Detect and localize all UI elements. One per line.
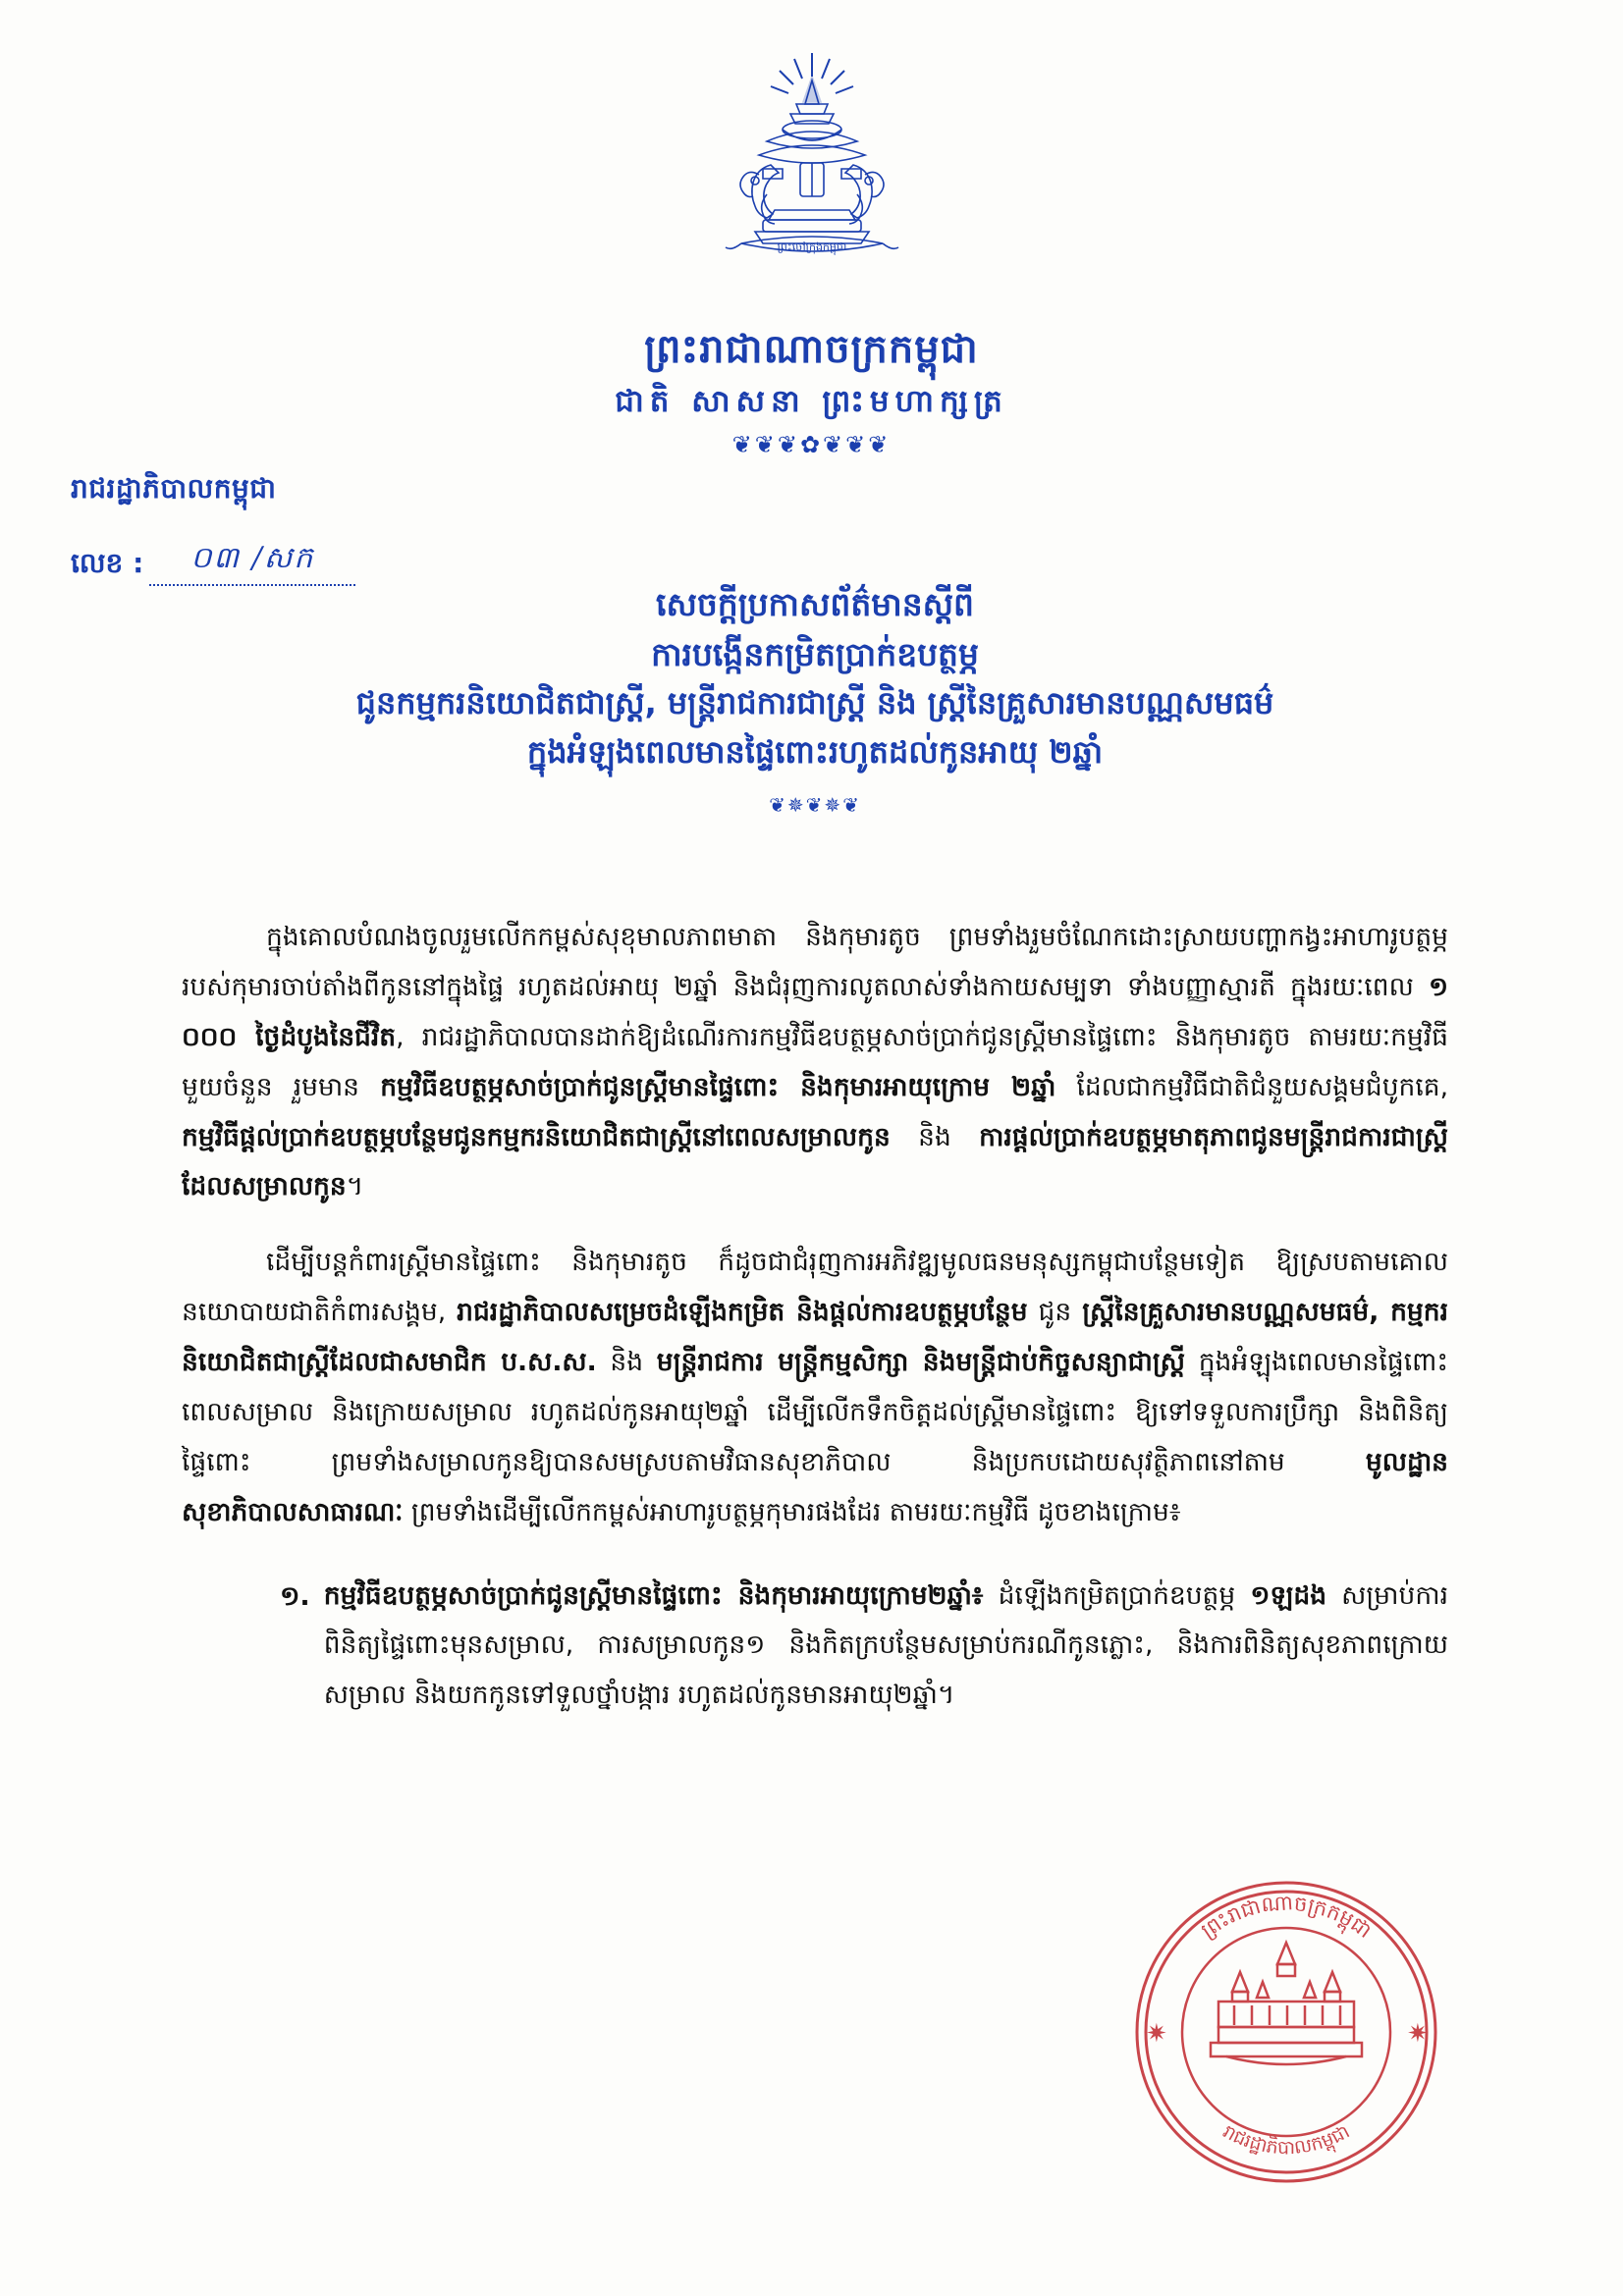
list-item-text	[324, 1572, 1448, 1722]
emphasis-text: ១ឡដង	[1250, 1579, 1327, 1611]
body-text: សម្រាប់ការពិនិត្យផ្ទៃពោះមុនសម្រាល, ការសម្រាលកូន១ និងកិតក្របន្ថែមសម្រាប់ករណីកូនភ្លោះ, និងការពិនិត្យសុខភាពក្រោយសម្រាល និងយកកូនទៅទួលថ្នាំបង្ការ រហូតដល់កូនមានអាយុ២ឆ្នាំ។	[323, 1579, 1449, 1711]
body-text: ក្នុងអំឡុងពេលមានផ្ទៃពោះ ពេលសម្រាល និងក្រោយសម្រាល រហូតដល់កូនអាយុ២ឆ្នាំ ដើម្បីលើកទឹកចិត្តដល់ស្ត្រីមានផ្ទៃពោះ ឱ្យទៅទទួលការប្រឹក្សា និងពិនិត្យផ្ទៃពោះ ព្រមទាំងសម្រាលកូនឱ្យបានសមស្របតាមវិធានសុខាភិបាល និងប្រកបដោយសុវត្ថិភាពនៅតាម	[182, 1347, 1448, 1477]
title-line-3: ជូនកម្មករនិយោជិតជាស្ត្រី, មន្ត្រីរាជការជាស្ត្រី និង ស្ត្រីនៃគ្រួសារមានបណ្ណសមធម៌	[355, 684, 1274, 722]
royal-government-seal-icon	[1124, 1870, 1448, 2194]
document-number-value: ០៣ /សក	[149, 539, 355, 586]
body-text: ព្រមទាំងដើម្បីលើកកម្ពស់អាហារូបត្ថម្ភកុមារផងដែរ តាមរយៈកម្មវិធី ដូចខាងក្រោម៖	[403, 1496, 1181, 1527]
emphasis-text: ស្ត្រីនៃគ្រួសារមានបណ្ណសមធម៌, កម្មករនិយោជិតជាស្ត្រីដែលជាសមាជិក ប.ស.ស.	[182, 1297, 1448, 1377]
government-block	[71, 471, 355, 586]
list-item	[182, 1572, 1448, 1722]
svg-text:រាជរដ្ឋាភិបាលកម្ពុជា: រាជរដ្ឋាភិបាលកម្ពុជា	[1218, 2120, 1354, 2159]
government-name: រាជរដ្ឋាភិបាលកម្ពុជា	[71, 472, 277, 505]
emphasis-text: កម្មវិធីឧបត្ថម្ភសាច់ប្រាក់ជូនស្ត្រីមានផ្ទៃពោះ និងកុមារអាយុក្រោម ២ឆ្នាំ	[380, 1071, 1056, 1102]
title-line-2: ការបង្កើនកម្រិតប្រាក់ឧបត្ថម្ភ	[651, 635, 979, 674]
body-text: និង	[890, 1121, 980, 1152]
emblem-container	[0, 47, 1623, 293]
body-text: ។	[346, 1171, 364, 1202]
emphasis-text: កម្មវិធីផ្ដល់ប្រាក់ឧបត្ថម្ភបន្ថែមជូនកម្មករនិយោជិតជាស្ត្រីនៅពេលសម្រាលកូន	[182, 1121, 891, 1152]
title-ornament: ❦✵❦✵❦	[769, 793, 861, 818]
body-text: ក្នុងគោលបំណងចូលរួមលើកកម្ពស់សុខុមាលភាពមាតា និងកុមារតូច ព្រមទាំងរួមចំណែកដោះស្រាយបញ្ហាកង្វះអាហារូបត្ថម្ភរបស់កុមារចាប់តាំងពីកូននៅក្នុងផ្ទៃ រហូតដល់អាយុ ២ឆ្នាំ និងជំរុញការលូតលាស់ទាំងកាយសម្បទា ទាំងបញ្ញាស្មារតី ក្នុងរយៈពេល	[182, 922, 1448, 1002]
emphasis-text: កម្មវិធីឧបត្ថម្ភសាច់ប្រាក់ជូនស្ត្រីមានផ្ទៃពោះ និងកុមារអាយុក្រោម២ឆ្នាំ៖	[323, 1579, 984, 1611]
official-seal	[1124, 1870, 1448, 2194]
svg-text:ព្រះរាជាណាចក្រកម្ពុជា: ព្រះរាជាណាចក្រកម្ពុជា	[1196, 1891, 1377, 1944]
kingdom-heading	[0, 324, 1623, 458]
body-text: ជូន	[1027, 1297, 1083, 1328]
numbered-list	[182, 1572, 1448, 1722]
document-body	[182, 913, 1448, 1721]
svg-text:ព្រះចៅក្រុងកម្ពុជា: ព្រះចៅក្រុងកម្ពុជា	[777, 240, 846, 253]
document-number-label: លេខ :	[71, 547, 144, 579]
body-text: និង	[596, 1347, 657, 1377]
emphasis-text: មូលដ្ឋានសុខាភិបាលសាធារណៈ	[182, 1446, 1448, 1527]
body-paragraph	[182, 1238, 1448, 1537]
body-text: ដំឡើងកម្រិតប្រាក់ឧបត្ថម្ភ	[983, 1579, 1251, 1611]
svg-text:✷: ✷	[1407, 2019, 1429, 2049]
emphasis-text: មន្ត្រីរាជការ មន្ត្រីកម្មសិក្សា និងមន្ត្រីជាប់កិច្ចសន្យាជាស្ត្រី	[656, 1347, 1185, 1377]
svg-text:✷: ✷	[1146, 2019, 1167, 2049]
emphasis-text: ១ ០០០ ថ្ងៃដំបូងនៃជីវិត	[182, 971, 1448, 1052]
body-text: ដើម្បីបន្តកំពារស្ត្រីមានផ្ទៃពោះ និងកុមារតូច ក៏ដូចជាជំរុញការអភិវឌ្ឍមូលធនមនុស្សកម្ពុជាបន្ថែមទៀត ឱ្យស្របតាមគោលនយោបាយជាតិកំពារសង្គម,	[182, 1247, 1448, 1328]
emphasis-text: ការផ្ដល់ប្រាក់ឧបត្ថម្ភមាតុភាពជូនមន្ត្រីរាជការជាស្ត្រីដែលសម្រាលកូន	[182, 1121, 1448, 1202]
royal-arms-of-cambodia-icon	[665, 47, 959, 293]
list-item-number: ១.	[280, 1580, 310, 1612]
national-motto: ជាតិ សាសនា ព្រះមហាក្សត្រ	[615, 384, 1008, 419]
title-line-4: ក្នុងអំឡុងពេលមានផ្ទៃពោះរហូតដល់កូនអាយុ ២ឆ្នាំ	[526, 732, 1104, 771]
emphasis-text: រាជរដ្ឋាភិបាលសម្រេចដំឡើងកម្រិត និងផ្ដល់ការឧបត្ថម្ភបន្ថែម	[457, 1297, 1028, 1328]
ornament-divider: ❦❦❦✿❦❦❦	[731, 430, 892, 458]
body-paragraph	[182, 913, 1448, 1212]
kingdom-title: ព្រះរាជាណាចក្រកម្ពុជា	[644, 327, 979, 372]
title-line-1: សេចក្ដីប្រកាសព័ត៌មានស្ដីពី	[655, 585, 975, 623]
body-text: ដែលជាកម្មវិធីជាតិជំនួយសង្គមជំបូកគេ,	[1055, 1071, 1448, 1102]
page-title	[128, 579, 1502, 821]
body-text: , រាជរដ្ឋាភិបាលបានដាក់ឱ្យដំណើរការកម្មវិធីឧបត្ថម្ភសាច់ប្រាក់ជូនស្ត្រីមានផ្ទៃពោះ និងកុមារតូច តាមរយៈកម្មវិធីមួយចំនួន រួមមាន	[182, 1021, 1448, 1102]
paragraph-list	[182, 913, 1448, 1538]
